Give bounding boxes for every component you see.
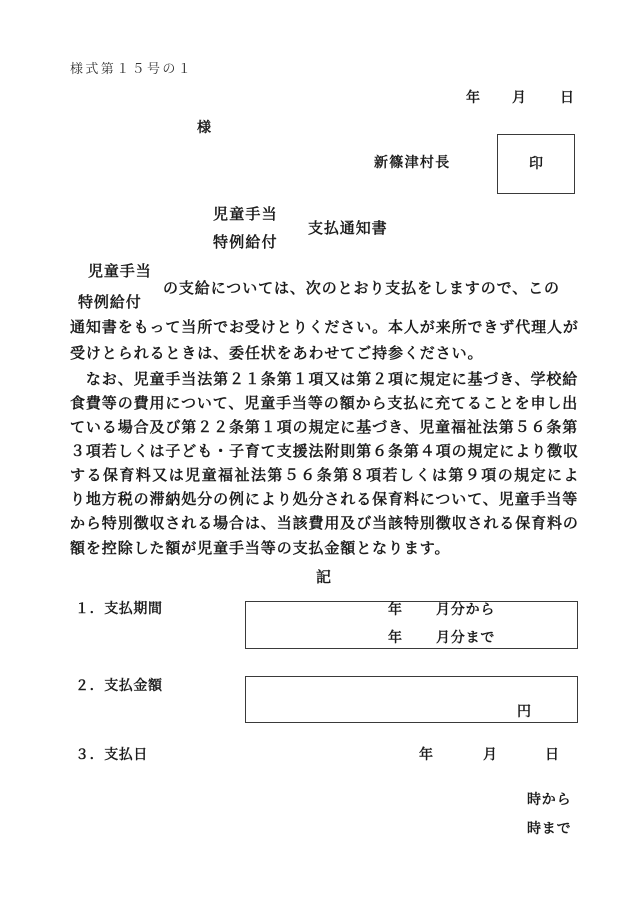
intro-upper: 児童手当 (88, 262, 152, 280)
issue-date-month-label: 月 (512, 90, 527, 106)
body-line: り地方税の滞納処分の例により処分される保育料について、児童手当等 (70, 490, 579, 508)
payment-period-label: １．支払期間 (75, 601, 163, 617)
body-line: ３項若しくは子ども・子育て支援法附則第６条第４項の規定により徴収 (70, 442, 579, 460)
addressee-suffix: 様 (197, 120, 212, 136)
issue-date-day-label: 日 (560, 90, 575, 106)
body-line: なお、児童手当法第２１条第１項又は第２項に規定に基づき、学校給 (70, 370, 579, 388)
form-number: 様式第１５号の１ (70, 62, 194, 77)
period-from-month-label: 月分から (436, 602, 496, 618)
payment-amount-box (245, 676, 578, 723)
payment-date-label: ３．支払日 (75, 747, 148, 763)
payment-time-from-label: 時から (527, 792, 572, 808)
ki-heading: 記 (316, 568, 332, 586)
payment-date-day-label: 日 (545, 747, 560, 763)
body-line: する保育料又は児童福祉法第５６条第８項若しくは第９項の規定によ (70, 466, 580, 484)
title-lower: 特例給付 (213, 233, 278, 251)
issuer-name: 新篠津村長 (374, 155, 451, 171)
issue-date-year-label: 年 (466, 90, 481, 106)
title-upper: 児童手当 (213, 205, 278, 223)
period-from-year-label: 年 (388, 602, 403, 618)
body-line: 額を控除した額が児童手当等の支払金額となります。 (70, 539, 451, 557)
payment-date-year-label: 年 (419, 747, 434, 763)
intro-text: の支給については、次のとおり支払をしますので、この (163, 279, 560, 297)
payment-time-to-label: 時まで (527, 821, 572, 837)
period-to-month-label: 月分まで (436, 630, 496, 646)
intro-lower: 特例給付 (78, 293, 142, 311)
body-line: 通知書をもって当所でお受けとりください。本人が来所できず代理人が (70, 318, 579, 336)
page-title: 支払通知書 (308, 219, 388, 237)
body-line: ている場合及び第２２条第１項の規定に基づき、児童福祉法第５６条第 (70, 418, 579, 436)
body-line: から特別徴収される場合は、当該費用及び当該特別徴収される保育料の (70, 514, 579, 532)
body-line: 受けとられるときは、委任状をあわせてご持参ください。 (70, 344, 484, 362)
period-to-year-label: 年 (388, 630, 403, 646)
seal-label: 印 (529, 156, 543, 172)
payment-date-month-label: 月 (483, 747, 498, 763)
payment-amount-label: ２．支払金額 (75, 678, 163, 694)
seal-box (497, 134, 575, 194)
payment-period-box (245, 601, 578, 649)
body-line: 食費等の費用について、児童手当等の額から支払に充てることを申し出 (70, 394, 579, 412)
amount-unit-label: 円 (517, 704, 532, 720)
